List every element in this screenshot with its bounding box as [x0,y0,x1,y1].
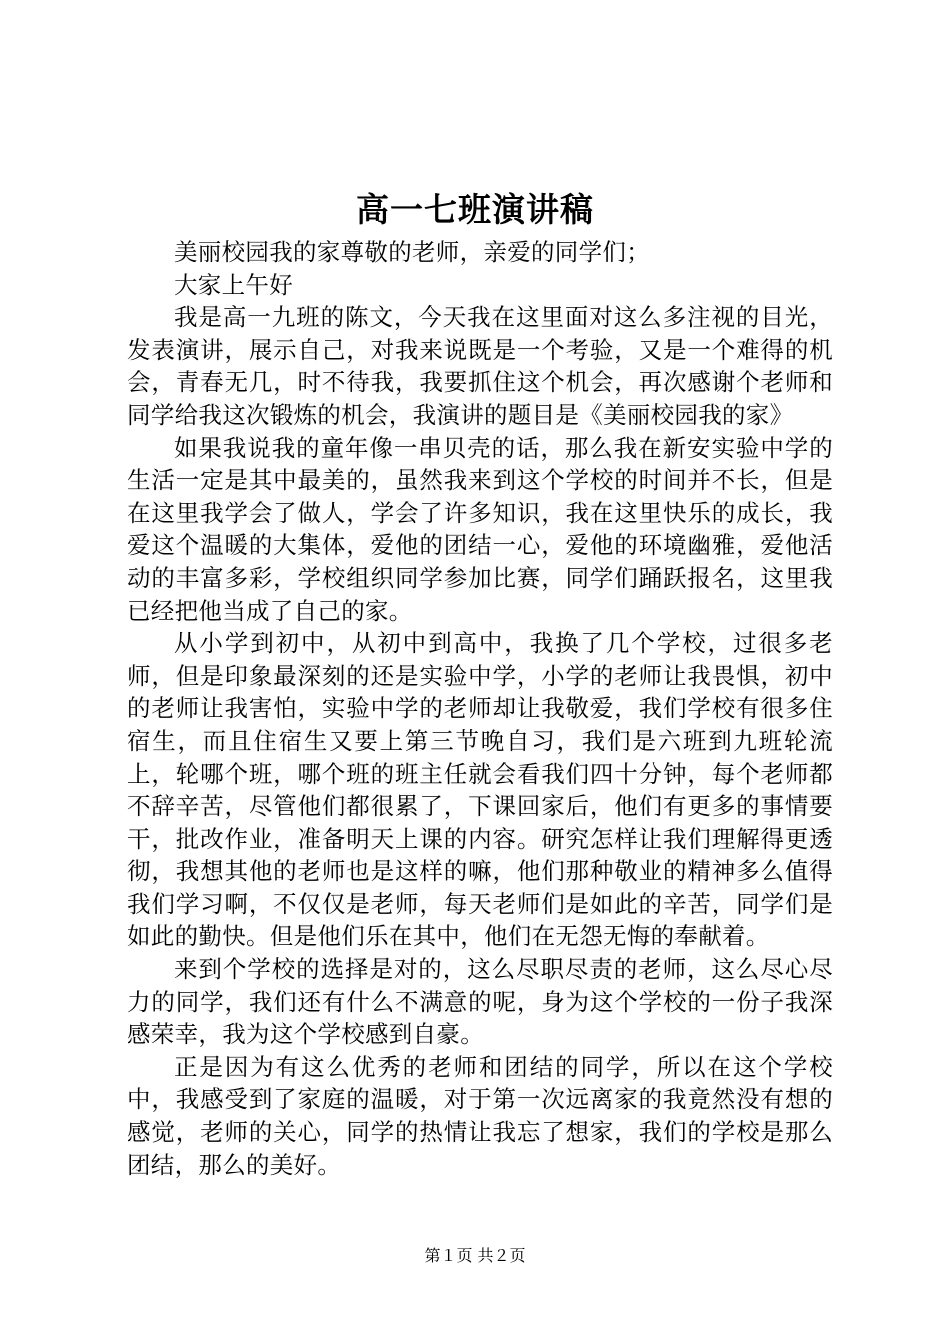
page-number-footer: 第１页 共２页 [424,1246,526,1265]
paragraph-pride: 来到个学校的选择是对的，这么尽职尽责的老师，这么尽心尽力的同学，我们还有什么不满意的呢，身为这个学校的一份子我深感荣幸，我为这个学校感到自豪。 [127,955,833,1049]
document-body [127,236,833,1181]
paragraph-warmth: 正是因为有这么优秀的老师和团结的同学，所以在这个学校中，我感受到了家庭的温暖，对于第一次远离家的我竟然没有想的感觉，老师的关心，同学的热情让我忘了想家，我们的学校是那么团结，那么的美好。 [127,1052,833,1179]
paragraph-teachers: 从小学到初中，从初中到高中，我换了几个学校，过很多老师，但是印象最深刻的还是实验中学，小学的老师让我畏惧，初中的老师让我害怕，实验中学的老师却让我敬爱，我们学校有很多住宿生，而且住宿生又要上第三节晚自习，我们是六班到九班轮流上，轮哪个班，哪个班的班主任就会看我们四十分钟，每个老师都不辞辛苦，尽管他们都很累了，下课回家后，他们有更多的事情要干，批改作业，准备明天上课的内容。研究怎样让我们理解得更透彻，我想其他的老师也是这样的嘛，他们那种敬业的精神多么值得我们学习啊，不仅仅是老师，每天老师们是如此的辛苦，同学们是如此的勤快。但是他们乐在其中，他们在无怨无悔的奉献着。 [127,629,833,951]
paragraph-greeting: 大家上午好 [174,270,293,299]
paragraph-salutation: 美丽校园我的家尊敬的老师，亲爱的同学们； [174,238,650,266]
document-title: 高一七班演讲稿 [356,190,594,229]
paragraph-introduction: 我是高一九班的陈文，今天我在这里面对这么多注视的目光，发表演讲，展示自己，对我来说既是一个考验，又是一个难得的机会，青春无几，时不待我，我要抓住这个机会，再次感谢个老师和同学给我这次锻炼的机会，我演讲的题目是《美丽校园我的家》 [127,303,833,429]
paragraph-school-life: 如果我说我的童年像一串贝壳的话，那么我在新安实验中学的生活一定是其中最美的，虽然我来到这个学校的时间并不长，但是在这里我学会了做人，学会了许多知识，我在这里快乐的成长，我爱这个温暖的大集体，爱他的团结一心，爱他的环境幽雅，爱他活动的丰富多彩，学校组织同学参加比赛，同学们踊跃报名，这里我已经把他当成了自己的家。 [127,433,833,625]
